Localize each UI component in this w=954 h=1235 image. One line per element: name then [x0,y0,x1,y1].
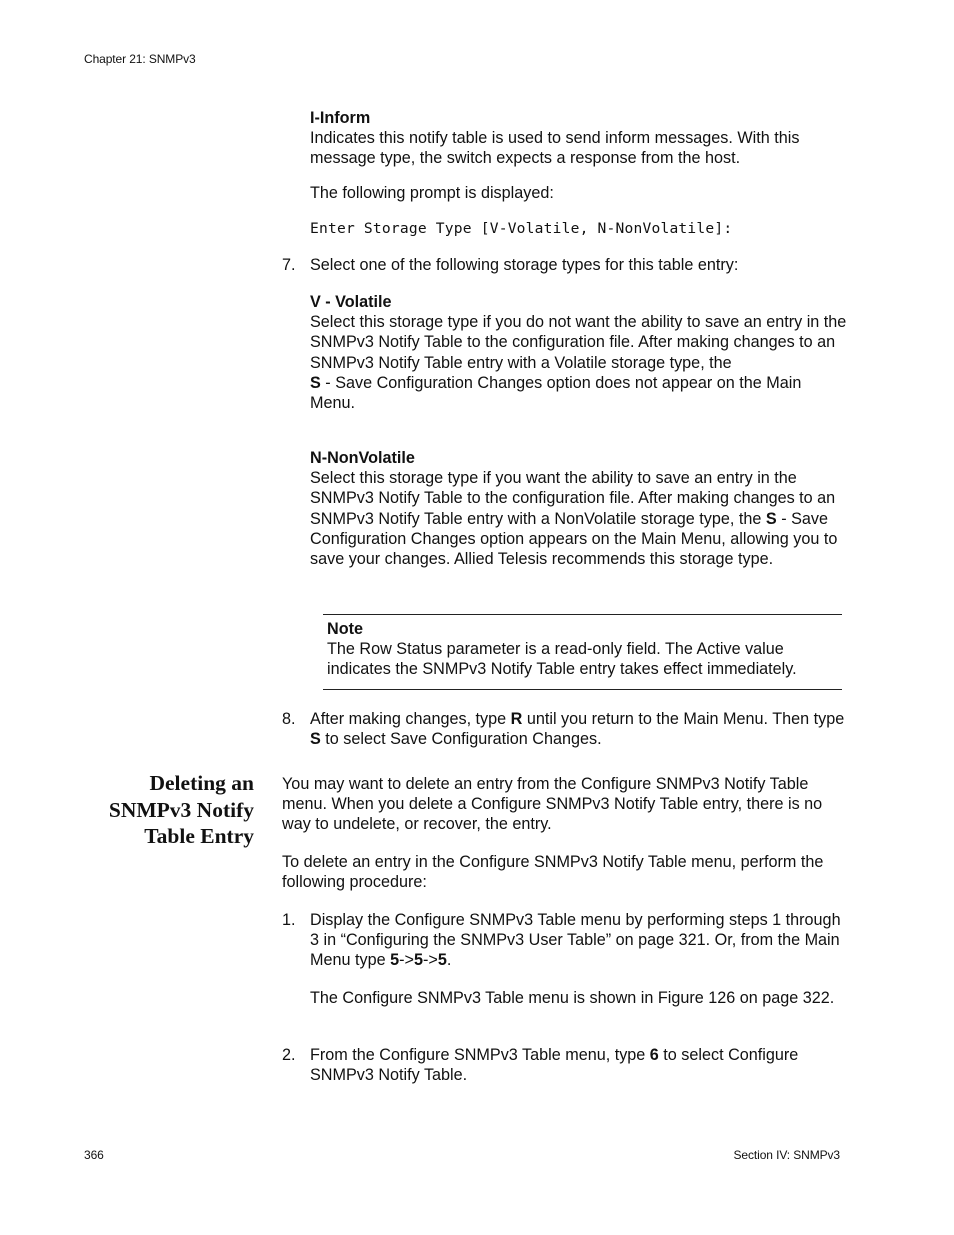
step1-text: Display the Configure SNMPv3 Table menu by performing steps 1 through 3 in “Configuring the SNMPv3 User Table” on page 321. Or, from the Main Menu type 5->5->5. [310,911,841,970]
step8-number: 8. [282,710,296,728]
nonvolatile-title: N-NonVolatile [310,449,415,467]
intro-paragraph-1: You may want to delete an entry from the Configure SNMPv3 Notify Table menu. When you delete a Configure SNMPv3 Notify Table entry, there is no way to undelete, or recover, the entry. [282,775,823,834]
step1-subtext: The Configure SNMPv3 Table menu is shown in Figure 126 on page 322. [310,989,835,1007]
inform-definition [310,108,850,169]
step2-text: From the Configure SNMPv3 Table menu, type 6 to select Configure SNMPv3 Notify Table. [310,1046,799,1085]
volatile-line2: S - Save Configuration Changes option does not appear on the Main Menu. [310,373,802,413]
step7-number: 7. [282,256,296,274]
intro-paragraph-2: To delete an entry in the Configure SNMPv3 Notify Table menu, perform the following procedure: [282,853,824,892]
nonvolatile-definition [310,448,850,569]
page-number: 366 [84,1148,104,1162]
inform-title: I-Inform [310,109,371,127]
running-header: Chapter 21: SNMPv3 [84,52,196,66]
volatile-line1: Select this storage type if you do not want the ability to save an entry in the SNMPv3 Notify Table to the configuration file. After making changes to an SNMPv3 Notify Table entry with a Volatile storage type, the [310,313,847,372]
step1-number: 1. [282,911,296,929]
nonvolatile-text: Select this storage type if you want the ability to save an entry in the SNMPv3 Notify Table to the configuration file. After making changes to an SNMPv3 Notify Table entry with a NonVolatile storage type, the S - Save Configuration Changes option appears on the Main Menu, allowing you to save your changes. Allied Telesis recommends this storage type. [310,469,838,569]
note-text: The Row Status parameter is a read-only field. The Active value indicates the SNMPv3 Notify Table entry takes effect immediately. [327,640,797,679]
prompt-intro: The following prompt is displayed: [310,184,554,202]
section-heading: Deleting an SNMPv3 Notify Table Entry [108,771,254,848]
running-footer-section: Section IV: SNMPv3 [733,1148,840,1162]
step8-text: After making changes, type R until you return to the Main Menu. Then type S to select Save Configuration Changes. [310,710,845,749]
inform-description: Indicates this notify table is used to send inform messages. With this message type, the switch expects a response from the host. [310,129,800,168]
step2-number: 2. [282,1046,296,1064]
volatile-title: V - Volatile [310,293,392,311]
volatile-definition [310,292,850,413]
note-title: Note [327,620,363,638]
note-box [323,614,842,690]
step7-text: Select one of the following storage types for this table entry: [310,256,739,274]
prompt-code: Enter Storage Type [V-Volatile, N-NonVolatile]: [310,220,733,237]
